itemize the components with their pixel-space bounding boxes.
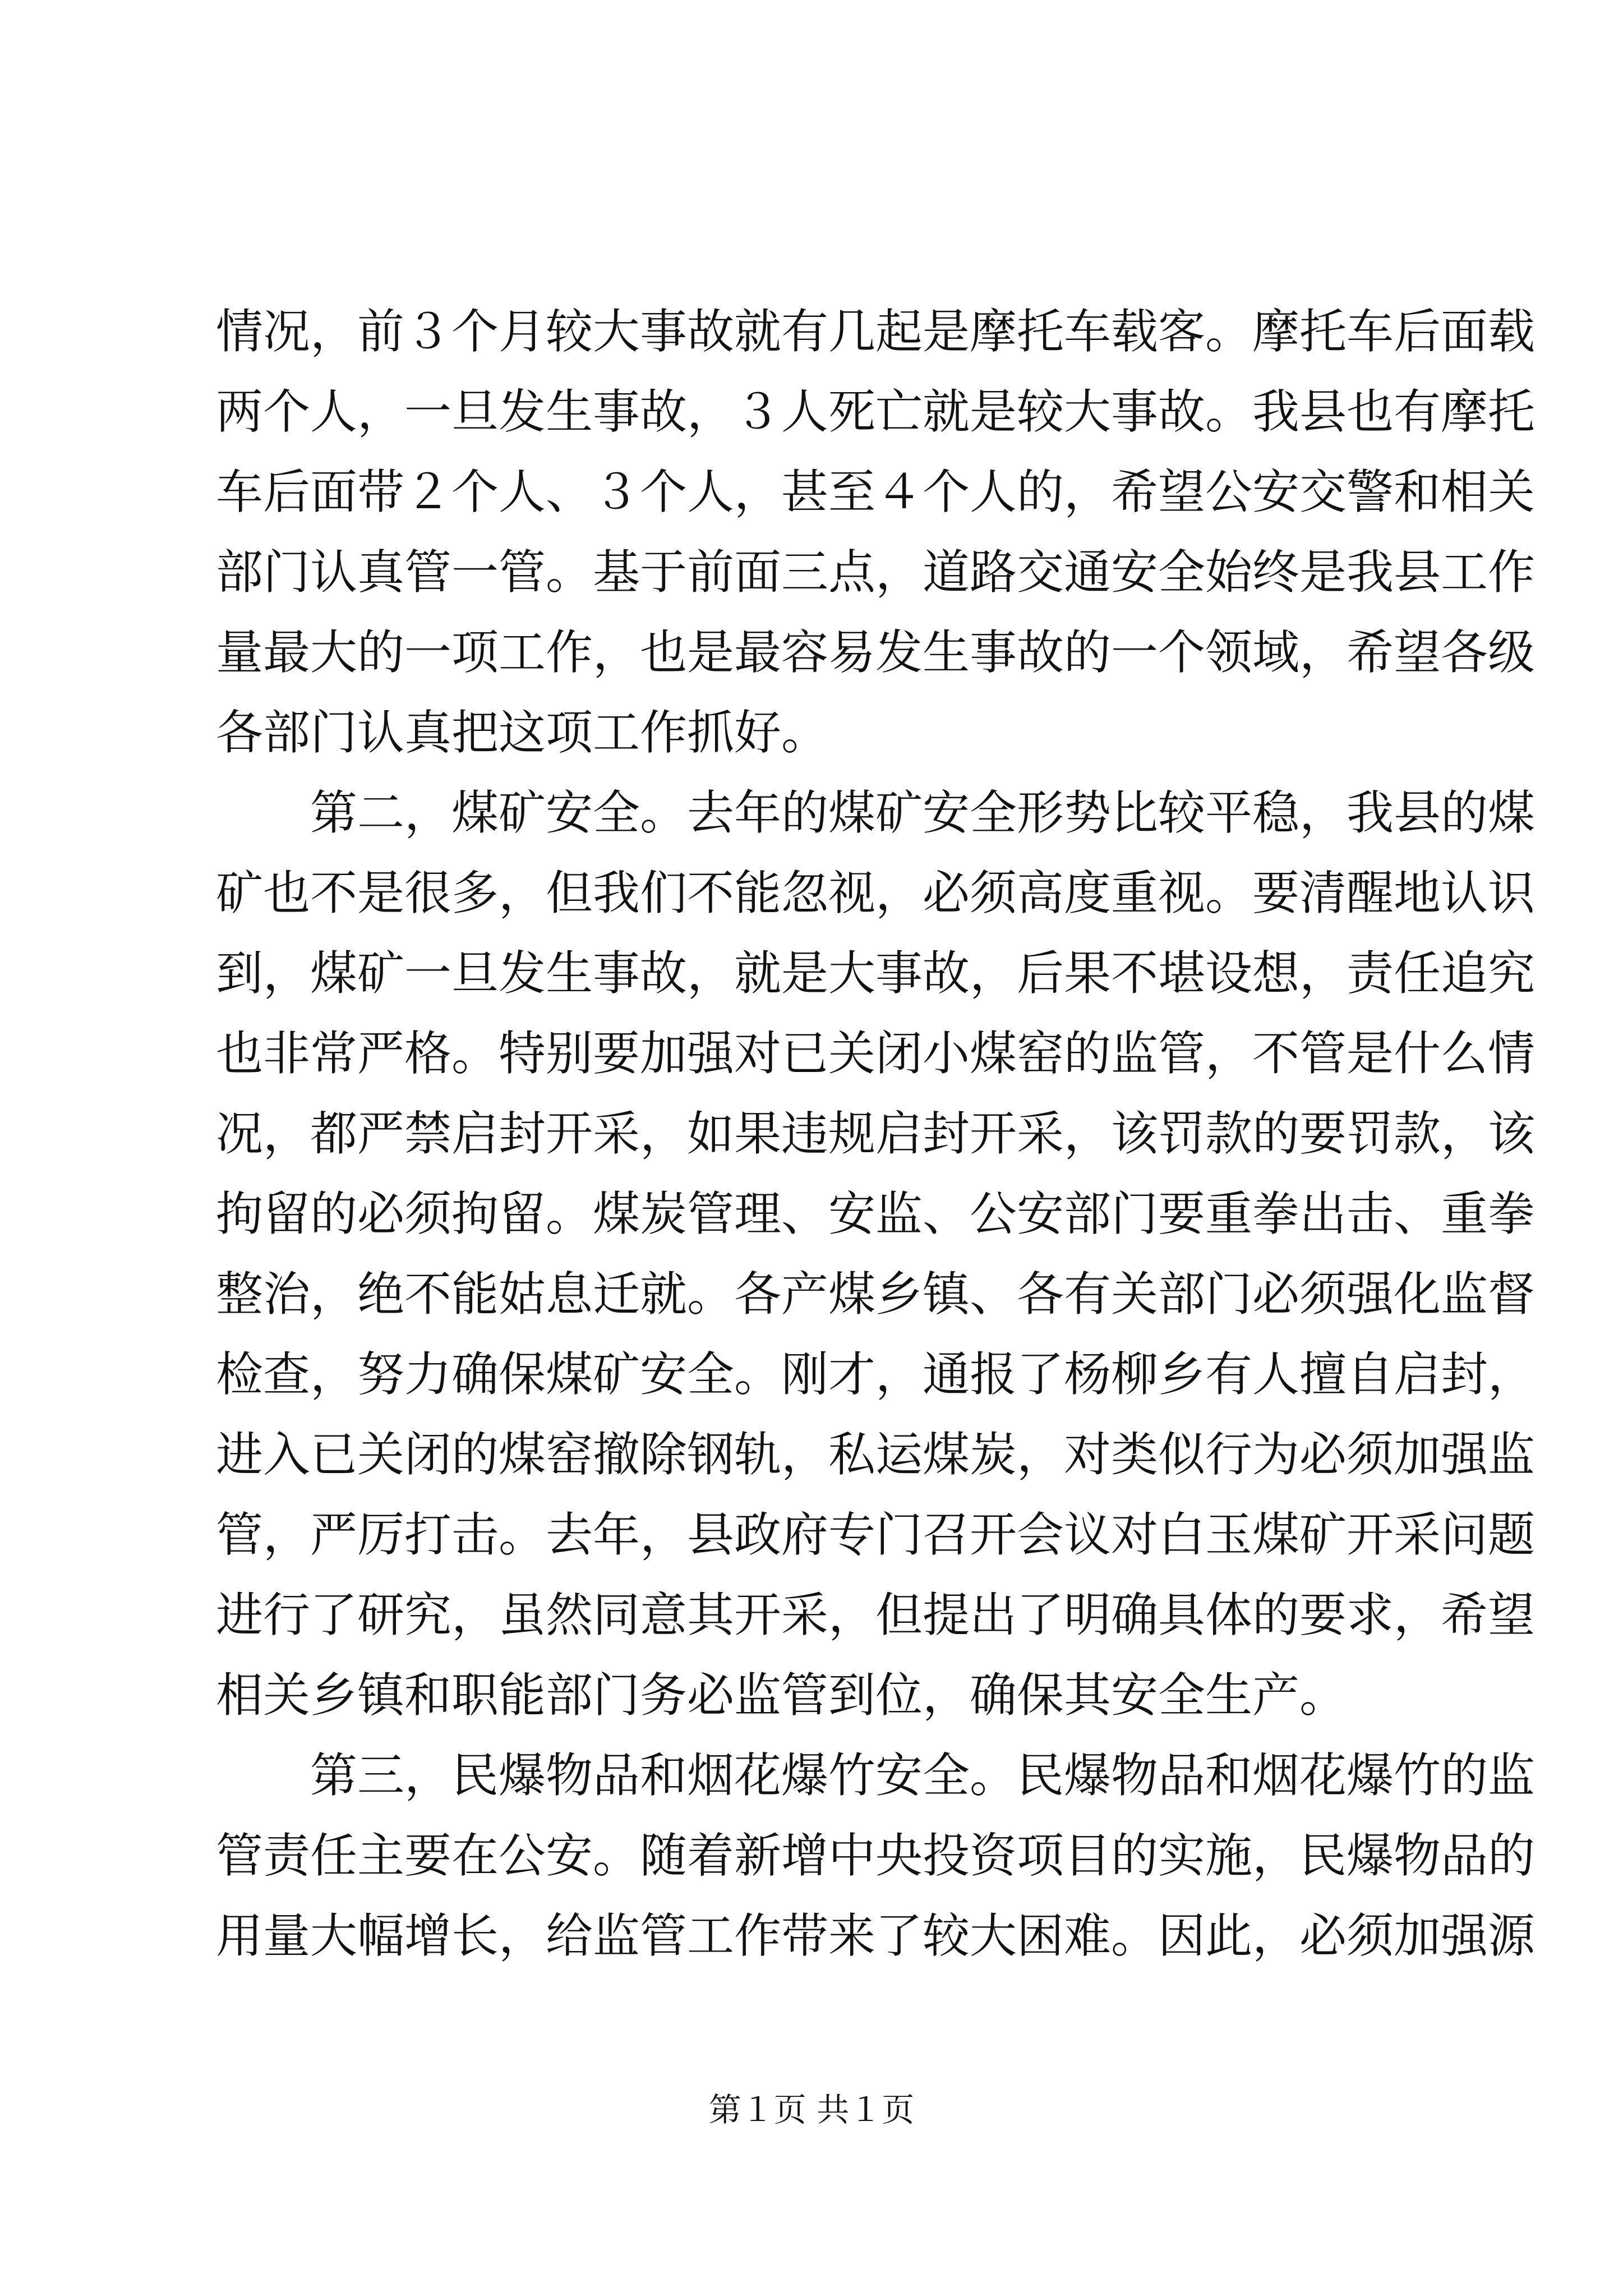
document-body	[216, 292, 1536, 1976]
text-line: 两个人，一旦发生事故，３人死亡就是较大事故。我县也有摩托	[216, 384, 1536, 439]
text-line: 况，都严禁启封开采，如果违规启封开采，该罚款的要罚款，该	[216, 1106, 1536, 1161]
text-line: 情况，前３个月较大事故就有几起是摩托车载客。摩托车后面载	[216, 304, 1536, 359]
text-line: 拘留的必须拘留。煤炭管理、安监、公安部门要重拳出击、重拳	[216, 1186, 1536, 1241]
text-line: 用量大幅增长，给监管工作带来了较大困难。因此，必须加强源	[216, 1908, 1536, 1963]
text-line: 到，煤矿一旦发生事故，就是大事故，后果不堪设想，责任追究	[216, 946, 1536, 1001]
text-line: 各部门认真把这项工作抓好。	[216, 705, 829, 760]
text-line: 第三，民爆物品和烟花爆竹安全。民爆物品和烟花爆竹的监	[216, 1748, 1536, 1803]
text-line: 进行了研究，虽然同意其开采，但提出了明确具体的要求，希望	[216, 1588, 1536, 1642]
text-line: 量最大的一项工作，也是最容易发生事故的一个领域，希望各级	[216, 625, 1536, 680]
text-line: 管责任主要在公安。随着新增中央投资项目的实施，民爆物品的	[216, 1828, 1536, 1883]
text-line: 矿也不是很多，但我们不能忽视，必须高度重视。要清醒地认识	[216, 866, 1536, 921]
text-line: 相关乡镇和职能部门务必监管到位，确保其安全生产。	[216, 1668, 1347, 1723]
page-number-footer: 第１页 共１页	[708, 2091, 915, 2129]
text-line: 进入已关闭的煤窑撤除钢轨，私运煤炭，对类似行为必须加强监	[216, 1427, 1536, 1482]
text-line: 第二，煤矿安全。去年的煤矿安全形势比较平稳，我县的煤	[216, 785, 1536, 840]
text-line: 车后面带２个人、３个人，甚至４个人的，希望公安交警和相关	[216, 464, 1536, 519]
text-line: 检查，努力确保煤矿安全。刚才，通报了杨柳乡有人擅自启封，	[216, 1347, 1536, 1402]
text-line: 管，严厉打击。去年，县政府专门召开会议对白玉煤矿开采问题	[216, 1507, 1536, 1562]
text-line: 整治，绝不能姑息迁就。各产煤乡镇、各有关部门必须强化监督	[216, 1267, 1536, 1322]
text-line: 部门认真管一管。基于前面三点，道路交通安全始终是我县工作	[216, 545, 1536, 600]
text-line: 也非常严格。特别要加强对已关闭小煤窑的监管，不管是什么情	[216, 1026, 1536, 1081]
